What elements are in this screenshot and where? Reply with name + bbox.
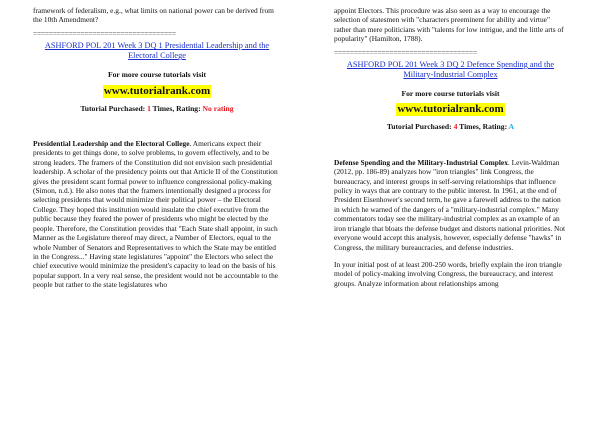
body-paragraph-2: In your initial post of at least 200-250 words, briefly explain the iron triangle model of policy-making involving Congress, the bureaucracy, and interest groups. Analyze information about relationships among xyxy=(334,259,562,288)
body-paragraph xyxy=(334,158,567,252)
website-highlight: www.tutorialrank.com xyxy=(397,103,504,116)
paragraph-heading: Defense Spending and the Military-Industrial Complex xyxy=(334,157,508,167)
paragraph-body: . Levin-Waldman (2012, pp. 186-89) analyzes how "iron triangles" link Congress, the bureaucracy, and interest groups in self-serving relationships that influence policy in ways that are contrary to the public interest. In 1961, at the end of President Eisenhower's second term, he gave a farewell address to the nation in which he warned of the dangers of a "military-industrial complex." Many commentators today see the military-industrial complex as an example of an iron triangle that bloats the defense budget and distorts national priorities. Not everyone would accept this analysis, however, especially defense "hawks" in Congress, the military bureaucracies, and defense industries. xyxy=(334,157,566,252)
tutorial-link-dq1[interactable]: ASHFORD POL 201 Week 3 DQ 1 Presidential Leadership and the Electoral College xyxy=(44,41,270,61)
separator: ==================================== xyxy=(33,28,176,38)
body-paragraph xyxy=(33,139,281,290)
purchased-middle: Times, Rating: xyxy=(152,103,201,113)
purchased-label: Tutorial Purchased: xyxy=(386,122,452,132)
intro-text: appoint Electors. This procedure was also seen as a way to encourage the selection of statesmen with "characters preeminent for ability and virtue" rather than mere politicians with "talents for low intrigue, and the little arts of popularity" (Hamilton, 1788). xyxy=(334,6,564,44)
left-column xyxy=(33,6,281,290)
purchase-info xyxy=(334,122,567,131)
rating-value: A xyxy=(508,122,515,132)
paragraph-body: . Americans expect their presidents to get things done, to solve problems, to govern effectively, and to be strong leaders. The framers of the Constitution did not envision such presidential leadership. A scholar of the presidency points out that Article II of the Constitution gives the president scant formal power to influence congressional policy-making (Simon, n.d.). He also notes that the framers intentionally designed a process for selecting presidents that would minimize their political power – the Electoral College. They hoped this institution would insulate the chief executive from the public because they feared the power of presidents who might be elected by the people. Therefore, the Constitution provides that "Each State shall appoint, in such Manner as the Legislature thereof may direct, a Number of Electors, equal to the whole Number of Senators and Representatives to which the State may be entitled in the Congress..." Having state legislatures "appoint" the Electors who select the chief executive would minimize the president's capacity to lead on the basis of his popular support. In a very real sense, the president would not be accountable to the people but rather to the state legislatures who xyxy=(33,139,279,290)
purchase-info xyxy=(33,104,281,113)
tutorial-link-dq2[interactable]: ASHFORD POL 201 Week 3 DQ 2 Defence Spending and the Military-Industrial Complex xyxy=(346,60,555,80)
purchased-label: Tutorial Purchased: xyxy=(80,103,146,113)
more-tutorials-text: For more course tutorials visit xyxy=(401,89,500,99)
website-highlight: www.tutorialrank.com xyxy=(103,84,211,97)
right-column xyxy=(334,6,567,288)
purchased-count: 4 xyxy=(453,122,458,132)
paragraph-heading: Presidential Leadership and the Electoral College xyxy=(33,139,190,149)
more-tutorials-text: For more course tutorials visit xyxy=(108,70,206,80)
purchased-middle: Times, Rating: xyxy=(459,122,508,132)
purchased-count: 1 xyxy=(147,103,151,113)
rating-value: No rating xyxy=(202,103,234,113)
intro-text: framework of federalism, e.g., what limits on national power can be derived from the 10th Amendment? xyxy=(33,6,274,25)
separator: ==================================== xyxy=(334,47,477,57)
